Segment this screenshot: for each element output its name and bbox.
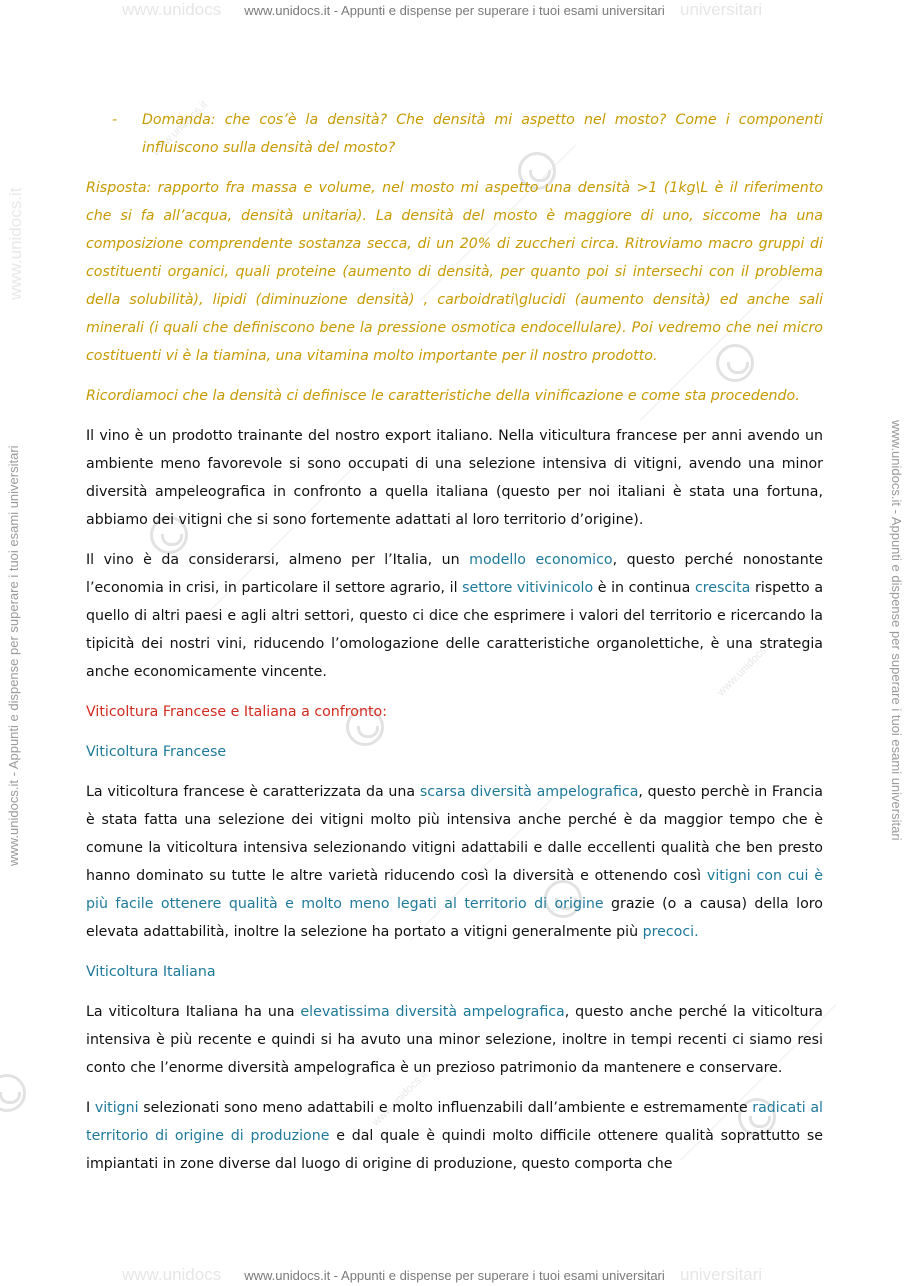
question-item: [86, 106, 823, 162]
text-run: Il vino è da considerarsi, almeno per l’Italia, un: [86, 552, 470, 568]
side-text-right: www.unidocs.it - Appunti e dispense per superare i tuoi esami universitari: [889, 420, 904, 841]
heading-comparison: Viticoltura Francese e Italiana a confronto:: [86, 704, 387, 720]
highlight-vitigni: vitigni: [94, 1100, 139, 1116]
question-text: Domanda: che cos’è la densità? Che densità mi aspetto nel mosto? Come i componenti influiscono sulla densità del mosto?: [142, 112, 823, 156]
text-run: è in continua: [593, 580, 695, 596]
header-ghost-right: universitari: [680, 0, 763, 19]
highlight-elevatissima-diversita: elevatissima diversità ampelografica: [300, 1004, 565, 1020]
text-run: selezionati sono meno adattabili e molto influenzabili dall’ambiente e estremamente: [138, 1100, 753, 1116]
text-run: grazie (o a causa) della loro elevata adattabilità, inoltre la selezione ha portato a vitigni generalmente più: [86, 896, 823, 940]
list-dash: -: [112, 112, 118, 128]
text-run: La viticoltura francese è caratterizzata da una: [86, 784, 420, 800]
highlight-scarsa-diversita: scarsa diversità ampelografica: [419, 784, 639, 800]
paragraph-economic-model: [86, 546, 823, 686]
text-run: , questo anche perché la viticoltura intensiva è più recente e quindi si ha avuto una minor selezione, inoltre in tempi recenti ci siamo resi conto che l’enorme diversità ampelografica è un prezioso patrimonio da mantenere e conservare.: [86, 1004, 823, 1076]
highlight-modello-economico: modello economico: [469, 552, 613, 568]
highlight-radicati: radicati al territorio di origine di produzione: [86, 1100, 823, 1144]
text-run: , questo perché nonostante l’economia in crisi, in particolare il settore agrario, il: [86, 552, 823, 596]
footer-ghost-right: universitari: [680, 1265, 763, 1284]
text-run: e dal quale è quindi molto difficile ottenere qualità soprattutto se impiantati in zone diverse dal luogo di origine di produzione, questo comporta che: [86, 1128, 823, 1172]
document-body: [86, 106, 823, 1178]
paragraph-vitigni: [86, 1094, 823, 1178]
paragraph-italian: [86, 998, 823, 1082]
highlight-vitigni-qualita: vitigni con cui è più facile ottenere qualità e molto meno legati al territorio di origine: [86, 868, 824, 912]
paragraph-french: [86, 778, 823, 946]
watermark-text: www.unidocs.it: [715, 638, 775, 699]
footer-ghost-left: www.unidocs: [122, 1265, 222, 1284]
paragraph-export: Il vino è un prodotto trainante del nostro export italiano. Nella viticultura francese per anni avendo un ambiente meno favorevole si sono occupati di una selezione intensiva di vitigni, avendo una minor diversità ampeleografica in confronto a quella italiana (questo per noi italiani è stata una fortuna, abbiamo dei vitigni che si sono fortemente adattati al loro territorio d’origine).: [86, 428, 823, 528]
page-footer: [0, 1265, 909, 1284]
text-run: rispetto a quello di altri paesi e agli altri settori, questo ci dice che esprimere i valori del territorio e ricercando la tipicità dei nostri vini, riducendo l’omologazione delle caratteristiche organolettiche, è una strategia anche economicamente vincente.: [86, 580, 824, 680]
header-text[interactable]: www.unidocs.it - Appunti e dispense per superare i tuoi esami universitari: [244, 3, 665, 18]
header-ghost-left: www.unidocs: [122, 0, 222, 19]
highlight-settore-vitivinicolo: settore vitivinicolo: [462, 580, 594, 596]
page-header: [0, 0, 909, 19]
heading-viticoltura-francese: Viticoltura Francese: [86, 744, 227, 760]
footer-text[interactable]: www.unidocs.it - Appunti e dispense per superare i tuoi esami universitari: [244, 1268, 665, 1283]
answer-paragraph: Risposta: rapporto fra massa e volume, nel mosto mi aspetto una densità >1 (1kg\L è il riferimento che si fa all’acqua, densità unitaria). La densità del mosto è maggiore di uno, siccome ha una composizione comprendente sostanza secca, di un 20% di zuccheri circa. Ritroviamo macro gruppi di costituenti organici, quali proteine (aumento di densità, per quanto poi si intersechi con il problema della solubilità), lipidi (diminuzione densità) , carboidrati\glucidi (aumento densità) ed anche sali minerali (i quali che definiscono bene la pressione osmotica endocellulare). Poi vedremo che nei micro costituenti vi è la tiamina, una vitamina molto importante per il nostro prodotto.: [86, 180, 823, 364]
text-run: I: [86, 1100, 95, 1116]
watermark-text: www.unidocs.it: [370, 1068, 430, 1129]
side-text-left: www.unidocs.it - Appunti e dispense per superare i tuoi esami universitari: [6, 445, 21, 866]
reminder-paragraph: Ricordiamoci che la densità ci definisce le caratteristiche della vinificazione e come sta procedendo.: [86, 388, 800, 404]
text-run: La viticoltura Italiana ha una: [86, 1004, 301, 1020]
text-run: , questo perchè in Francia è stata fatta una selezione dei vitigni molto più intensiva anche perché è da maggior tempo che è comune la viticoltura intensiva selezionando vitigni adattabili e dalle eccellenti qualità che ben presto hanno dominato su tutte le altre varietà riducendo così la diversità e ottenendo così: [86, 784, 824, 884]
unidocs-logo-icon: [0, 1074, 26, 1112]
heading-viticoltura-italiana: Viticoltura Italiana: [86, 964, 216, 980]
side-ghost-left: www.unidocs.it: [6, 187, 25, 300]
watermark-text: www.unidocs.it: [150, 98, 210, 159]
highlight-crescita: crescita: [694, 580, 751, 596]
highlight-precoci: precoci.: [642, 924, 699, 940]
